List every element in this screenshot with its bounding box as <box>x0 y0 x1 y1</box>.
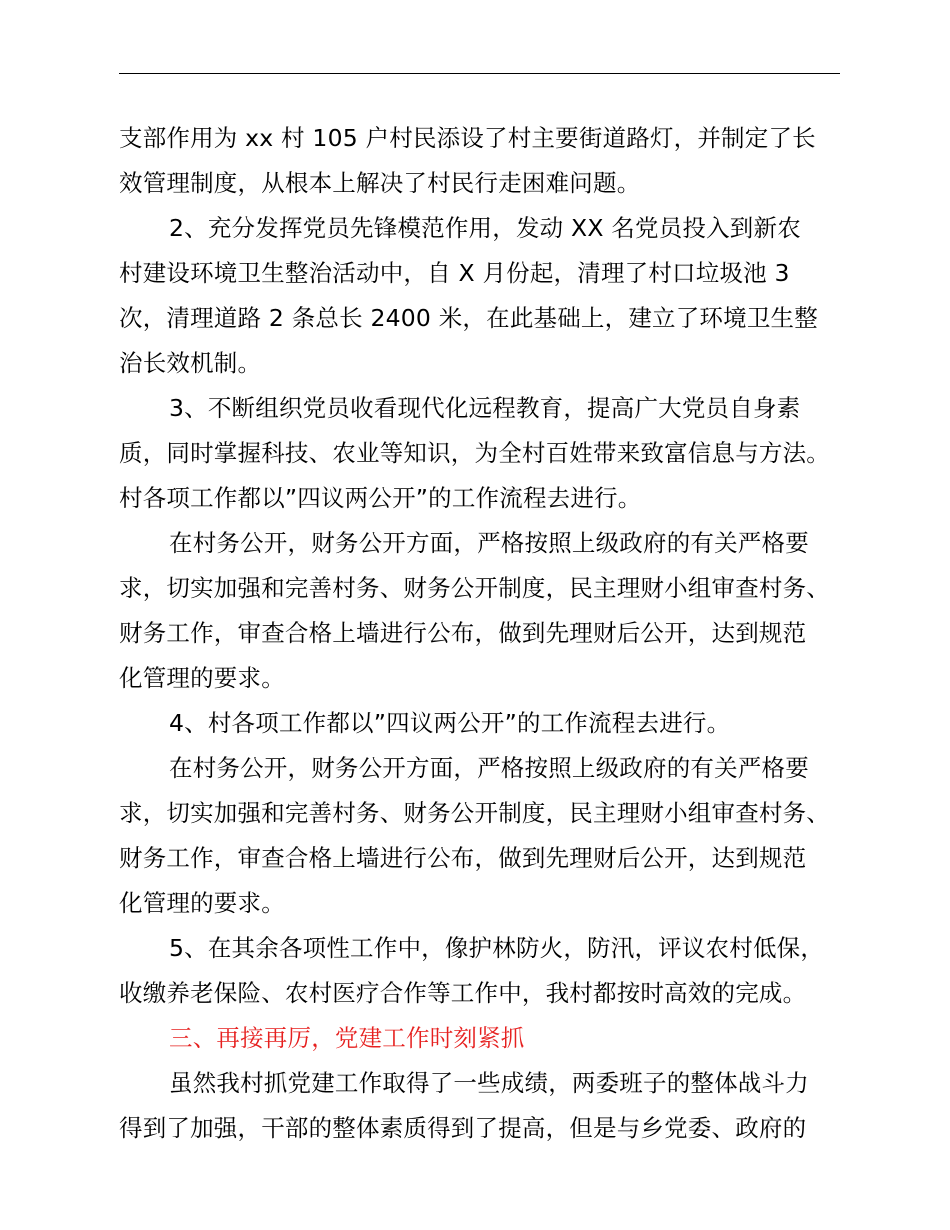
text-line: 5、在其余各项性工作中，像护林防火，防汛，评议农村低保， <box>169 934 825 962</box>
text-line: 求，切实加强和完善村务、财务公开制度，民主理财小组审查村务、 <box>119 574 830 602</box>
text-line: 在村务公开，财务公开方面，严格按照上级政府的有关严格要 <box>169 754 809 782</box>
text-line: 治长效机制。 <box>119 349 262 377</box>
document-body <box>119 116 879 1151</box>
text-line: 村各项工作都以”四议两公开”的工作流程去进行。 <box>119 484 642 512</box>
text-line: 化管理的要求。 <box>119 889 285 917</box>
text-line: 财务工作，审查合格上墙进行公布，做到先理财后公开，达到规范 <box>119 619 807 647</box>
text-line: 虽然我村抓党建工作取得了一些成绩，两委班子的整体战斗力 <box>169 1069 809 1097</box>
section-heading: 三、再接再厉，党建工作时刻紧抓 <box>169 1024 525 1052</box>
text-line: 效管理制度，从根本上解决了村民行走困难问题。 <box>119 169 641 197</box>
text-line: 4、村各项工作都以”四议两公开”的工作流程去进行。 <box>169 709 731 737</box>
text-line: 化管理的要求。 <box>119 664 285 692</box>
text-line: 在村务公开，财务公开方面，严格按照上级政府的有关严格要 <box>169 529 809 557</box>
text-line: 支部作用为 xx 村 105 户村民添设了村主要街道路灯，并制定了长 <box>119 124 816 152</box>
text-line: 次，清理道路 2 条总长 2400 米，在此基础上，建立了环境卫生整 <box>119 304 818 332</box>
text-line: 财务工作，审查合格上墙进行公布，做到先理财后公开，达到规范 <box>119 844 807 872</box>
text-line: 质，同时掌握科技、农业等知识，为全村百姓带来致富信息与方法。 <box>119 439 830 467</box>
text-line: 2、充分发挥党员先锋模范作用，发动 XX 名党员投入到新农 <box>169 214 801 242</box>
text-line: 收缴养老保险、农村医疗合作等工作中，我村都按时高效的完成。 <box>119 979 807 1007</box>
text-line: 求，切实加强和完善村务、财务公开制度，民主理财小组审查村务、 <box>119 799 830 827</box>
text-line: 得到了加强，干部的整体素质得到了提高，但是与乡党委、政府的 <box>119 1114 807 1142</box>
text-line: 村建设环境卫生整治活动中，自 X 月份起，清理了村口垃圾池 3 <box>119 259 790 287</box>
header-rule <box>119 73 840 74</box>
text-line: 3、不断组织党员收看现代化远程教育，提高广大党员自身素 <box>169 394 801 422</box>
